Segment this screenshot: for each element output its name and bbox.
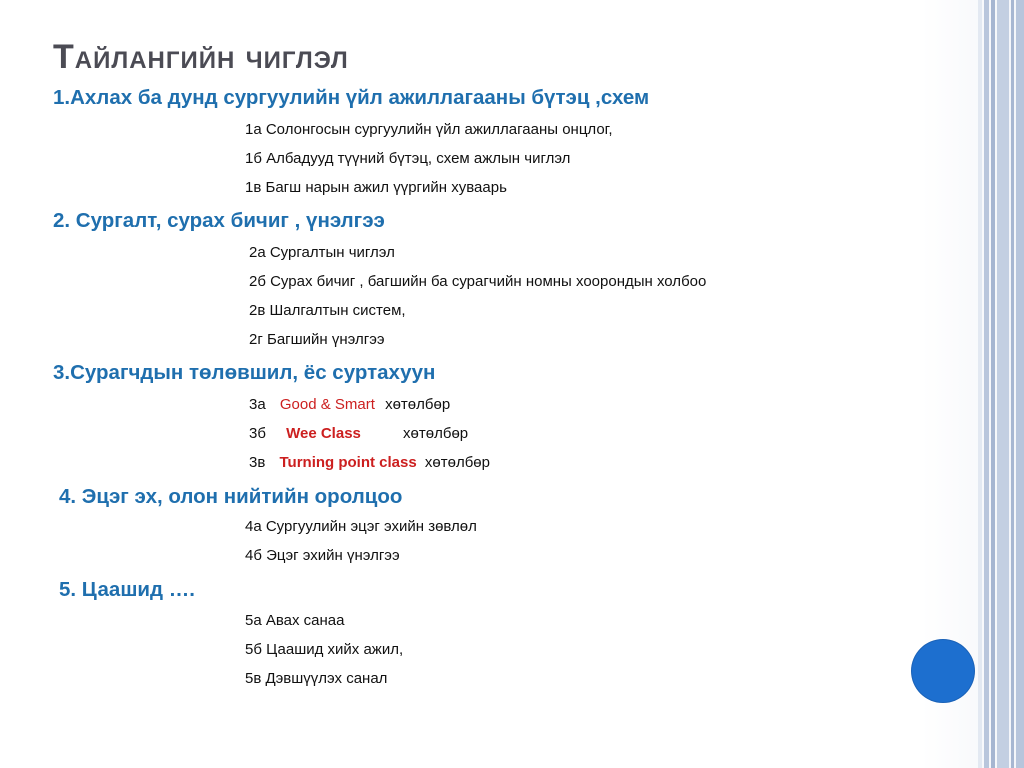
section-heading-3: 3.Сурагчдын төлөвшил, ёс суртахуун bbox=[53, 361, 436, 384]
item-1b: 1б Албадууд түүний бүтэц, схем ажлын чиглэл bbox=[245, 150, 571, 167]
item-3a-suffix: хөтөлбөр bbox=[385, 396, 451, 413]
decor-stripe bbox=[997, 0, 1009, 768]
item-2c: 2в Шалгалтын систем, bbox=[249, 302, 406, 319]
section-heading-2: 2. Сургалт, сурах бичиг , үнэлгээ bbox=[53, 209, 385, 232]
item-3b-suffix: хөтөлбөр bbox=[403, 425, 469, 442]
item-2b: 2б Сурах бичиг , багшийн ба сурагчийн номны хоорондын холбоо bbox=[249, 273, 707, 290]
decor-stripe bbox=[978, 0, 982, 768]
item-3a-program: Good & Smart bbox=[279, 396, 375, 413]
item-3b-program: Wee Class bbox=[286, 425, 361, 442]
item-3a-code: 3а bbox=[249, 396, 266, 413]
item-3c-program: Turning point class bbox=[279, 454, 417, 471]
item-5c: 5в Дэвшүүлэх санал bbox=[245, 670, 388, 687]
item-4b: 4б Эцэг эхийн үнэлгээ bbox=[245, 547, 400, 564]
item-3a bbox=[249, 396, 450, 413]
item-1a: 1а Солонгосын сургуулийн үйл ажиллагааны онцлог, bbox=[245, 121, 613, 138]
item-3c-suffix: хөтөлбөр bbox=[424, 454, 490, 471]
item-1c: 1в Багш нарын ажил үүргийн хуваарь bbox=[245, 179, 507, 196]
item-3b-code: 3б bbox=[249, 425, 266, 442]
item-5a: 5а Авах санаа bbox=[245, 612, 345, 629]
slide-title: Тайлангийн чиглэл bbox=[53, 38, 349, 76]
decor-stripe bbox=[984, 0, 989, 768]
decor-stripe bbox=[1011, 0, 1014, 768]
item-4a: 4а Сургуулийн эцэг эхийн зөвлөл bbox=[245, 518, 477, 535]
decor-stripe bbox=[1016, 0, 1024, 768]
section-heading-5: 5. Цаашид …. bbox=[59, 578, 195, 601]
item-3b bbox=[249, 425, 468, 442]
circle-ornament-icon bbox=[912, 640, 974, 702]
item-3c bbox=[249, 454, 490, 471]
section-heading-1: 1.Ахлах ба дунд сургуулийн үйл ажиллагааны бүтэц ,схем bbox=[53, 86, 650, 109]
section-heading-4: 4. Эцэг эх, олон нийтийн оролцоо bbox=[59, 485, 403, 508]
item-5b: 5б Цаашид хийх ажил, bbox=[245, 641, 404, 658]
item-3c-code: 3в bbox=[249, 454, 266, 471]
decor-stripe bbox=[991, 0, 995, 768]
item-2a: 2а Сургалтын чиглэл bbox=[249, 244, 395, 261]
item-2d: 2г Багшийн үнэлгээ bbox=[249, 331, 385, 348]
